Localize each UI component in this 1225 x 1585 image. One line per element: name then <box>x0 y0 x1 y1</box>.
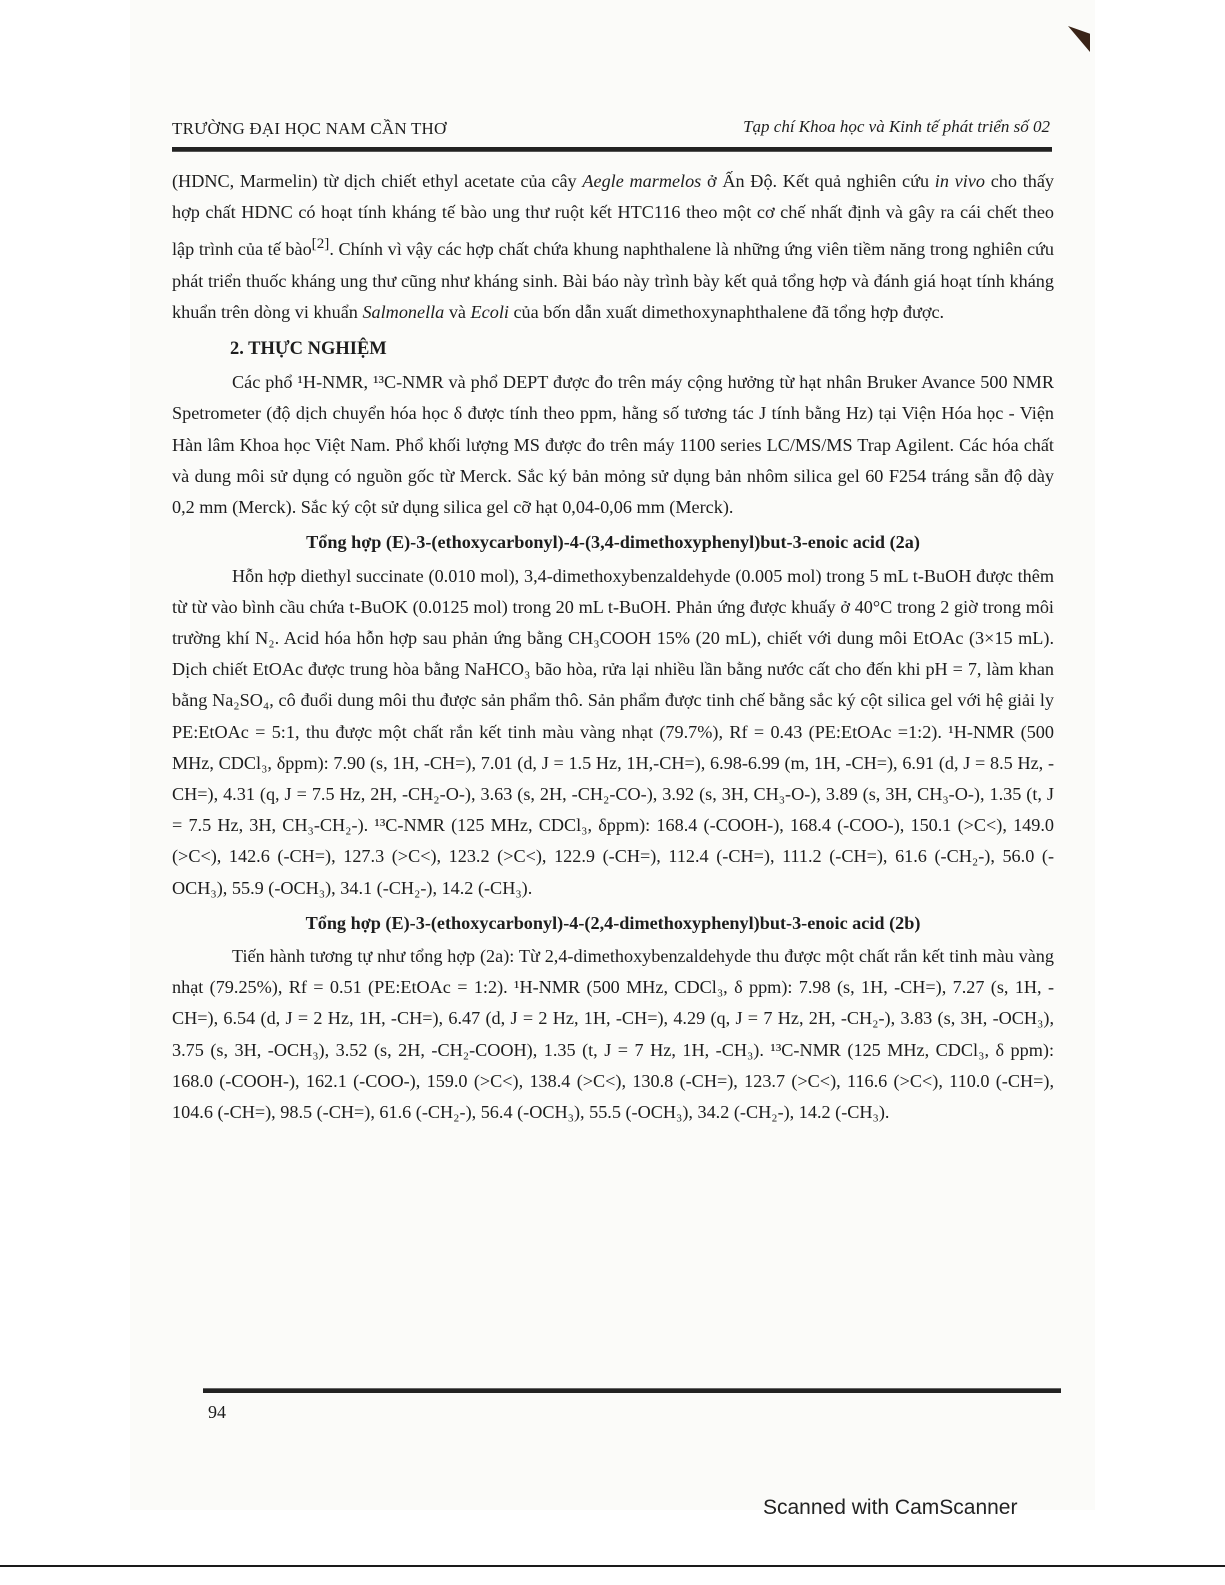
species-name: Aegle marmelos <box>582 171 702 191</box>
bacteria-salmonella: Salmonella <box>362 301 445 322</box>
compound-2b-paragraph: Tiến hành tương tự như tổng hợp (2a): Từ 2,4-dimethoxybenzaldehyde thu được một chất rắn kết tinh màu vàng nhạt (79.25%), Rf = 0.51 (PE:EtOAc = 1:2). ¹H-NMR (500 MHz, CDCl₃, δ ppm): 7.98 (s, 1H, -CH=), 7.27 (s, 1H, -CH=), 6.54 (d, J = 2 Hz, 1H, -CH=), 6.47 (d, J = 2 Hz, 1H, -CH=), 4.29 (q, J = 7 Hz, 2H, -CH₂-), 3.83 (s, 3H, -OCH₃), 3.75 (s, 3H, -OCH₃), 3.52 (s, 2H, -CH₂-COOH), 1.35 (t, J = 7 Hz, 1H, -CH₃). ¹³C-NMR (125 MHz, CDCl₃, δ ppm): 168.0 (-COOH-), 162.1 (-COO-), 159.0 (>C<), 138.4 (>C<), 130.8 (-CH=), 123.7 (>C<), 116.6 (>C<), 110.0 (-CH=), 104.6 (-CH=), 98.5 (-CH=), 61.6 (-CH₂-), 56.4 (-OCH₃), 55.5 (-OCH₃), 34.2 (-CH₂-), 14.2 (-CH₃). <box>172 945 1054 1122</box>
in-vivo-term: in vivo <box>934 171 985 191</box>
compound-2a-paragraph: Hỗn hợp diethyl succinate (0.010 mol), 3,4-dimethoxybenzaldehyde (0.005 mol) trong 5 mL t-BuOH được thêm từ từ vào bình cầu chứa t-BuOK (0.0125 mol) trong 20 mL t-BuOH. Phản ứng được khuấy ở 40°C trong 2 giờ trong môi trường khí N₂. Acid hóa hỗn hợp sau phản ứng bằng CH₃COOH 15% (20 mL), chiết với dung môi EtOAc (3×15 mL). Dịch chiết EtOAc được trung hòa bằng NaHCO₃ bão hòa, rửa lại nhiều lần bằng nước cất cho đến khi pH = 7, làm khan bằng Na₂SO₄, cô đuổi dung môi thu được sản phẩm thô. Sản phẩm được tinh chế bằng sắc ký cột silica gel với hệ giải ly PE:EtOAc = 5:1, thu được một chất rắn kết tinh màu vàng nhạt (79.7%), Rf = 0.43 (PE:EtOAc =1:2). ¹H-NMR (500 MHz, CDCl₃, δppm): 7.90 (s, 1H, -CH=), 7.01 (d, J = 1.5 Hz, 1H,-CH=), 6.98-6.99 (m, 1H, -CH=), 6.91 (d, J = 8.5 Hz, -CH=), 4.31 (q, J = 7.5 Hz, 2H, -CH₂-O-), 3.63 (s, 2H, -CH₂-CO-), 3.92 (s, 3H, CH₃-O-), 3.89 (s, 3H, CH₃-O-), 1.35 (t, J = 7.5 Hz, 3H, CH₃-CH₂-). ¹³C-NMR (125 MHz, CDCl₃, δppm): 168.4 (-COOH-), 168.4 (-COO-), 150.1 (>C<), 149.0 (>C<), 142.6 (-CH=), 127.3 (>C<), 123.2 (>C<), 122.9 (-CH=), 112.4 (-CH=), 111.2 (-CH=), 61.6 (-CH₂-), 56.0 (-OCH₃), 55.9 (-OCH₃), 34.1 (-CH₂-), 14.2 (-CH₃). <box>172 565 1054 898</box>
intro-text-4: . Chính vì vậy các hợp chất chứa khung naphthalene là những ứng viên tiềm năng trong nghiên cứu phát triển thuốc kháng ung thư cũng như kháng sinh. Bài báo này trình bày kết quả tổng hợp và đánh giá hoạt tính kháng khuẩn trên dòng vi khuẩn <box>172 239 1054 322</box>
footer-rule <box>203 1388 1061 1393</box>
section-heading: 2. THỰC NGHIỆM <box>230 339 387 360</box>
compound-2b-title: Tổng hợp (E)-3-(ethoxycarbonyl)-4-(2,4-dimethoxyphenyl)but-3-enoic acid (2b) <box>305 912 921 933</box>
citation-ref: [2] <box>311 235 330 253</box>
header-rule <box>172 147 1052 152</box>
intro-text-5: và <box>444 301 471 322</box>
page-number: 94 <box>208 1402 226 1422</box>
intro-paragraph <box>172 166 1054 328</box>
intro-text-3: cho thấy hợp chất HDNC có hoạt tính kháng tế bào ung thư ruột kết HTC116 theo một cơ chế nhất định và gây ra cái chết theo lập trình của tế bào <box>172 171 1055 260</box>
header-university: TRƯỜNG ĐẠI HỌC NAM CẦN THƠ <box>172 119 447 138</box>
intro-text-1: (HDNC, Marmelin) từ dịch chiết ethyl acetate của cây <box>172 171 583 191</box>
bottom-border <box>0 1565 1225 1567</box>
methods-paragraph: Các phổ ¹H-NMR, ¹³C-NMR và phổ DEPT được đo trên máy cộng hưởng từ hạt nhân Bruker Avance 500 NMR Spetrometer (độ dịch chuyển hóa học δ được tính theo ppm, hằng số tương tác J tính bằng Hz) tại Viện Hóa học - Viện Hàn lâm Khoa học Việt Nam. Phổ khối lượng MS được đo trên máy 1100 series LC/MS/MS Trap Agilent. Các hóa chất và dung môi sử dụng có nguồn gốc từ Merck. Sắc ký bản mỏng sử dụng bản nhôm silica gel 60 F254 tráng sẵn độ dày 0,2 mm (Merck). Sắc ký cột sử dụng silica gel cỡ hạt 0,04-0,06 mm (Merck). <box>172 372 1054 518</box>
header-journal: Tạp chí Khoa học và Kinh tế phát triển số 02 <box>743 117 1050 136</box>
article-body <box>172 166 1054 1128</box>
running-header <box>172 117 1050 147</box>
compound-2a-title: Tổng hợp (E)-3-(ethoxycarbonyl)-4-(3,4-dimethoxyphenyl)but-3-enoic acid (2a) <box>306 532 920 553</box>
bacteria-ecoli: Ecoli <box>470 301 509 322</box>
scanner-watermark: Scanned with CamScanner <box>763 1496 1018 1519</box>
intro-text-6: của bốn dẫn xuất dimethoxynaphthalene đã tổng hợp được. <box>508 301 945 322</box>
intro-text-2: ở Ấn Độ. Kết quả nghiên cứu <box>701 171 935 191</box>
